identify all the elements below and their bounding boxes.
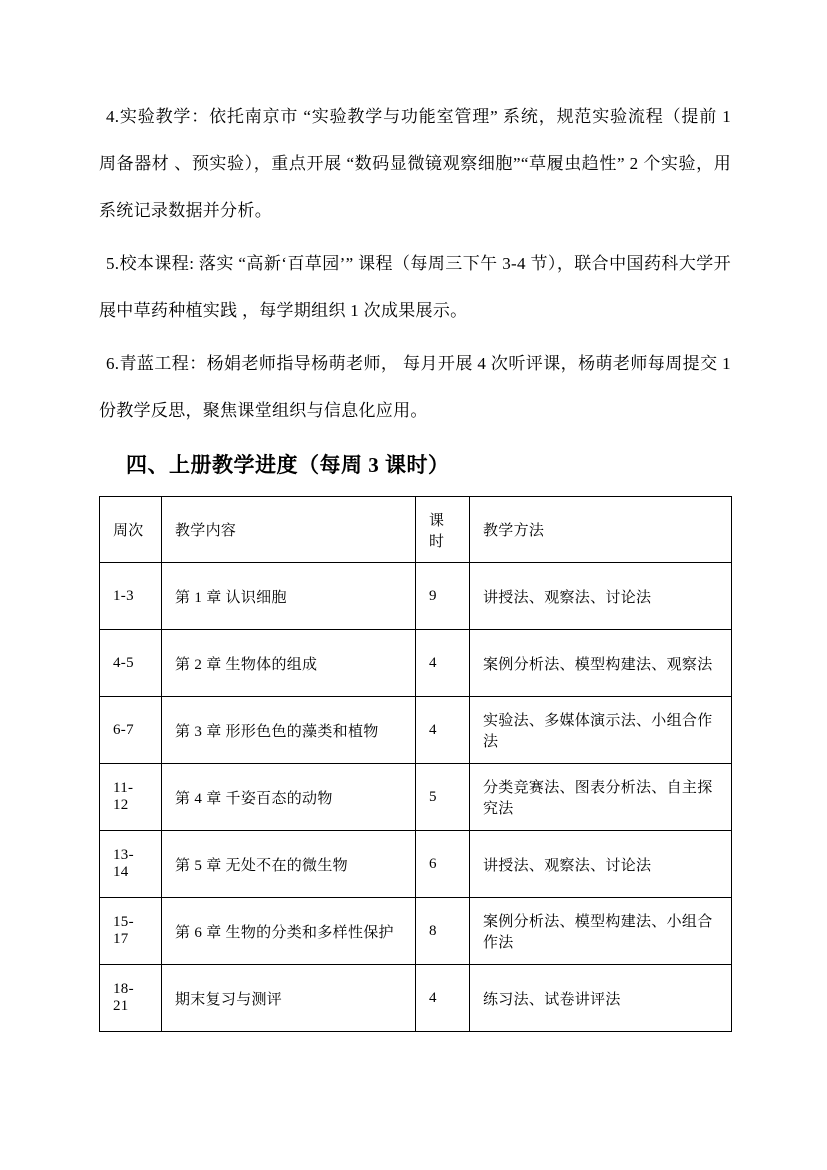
cell-weeks: 13-14 [100, 831, 162, 898]
cell-content: 第 4 章 千姿百态的动物 [162, 764, 416, 831]
cell-weeks: 1-3 [100, 563, 162, 630]
paragraph-school-course: 5.校本课程: 落实 “高新‘百草园’” 课程（每周三下午 3-4 节），联合中国药科大学开展中草药种植实践 ，每学期组织 1 次成果展示。 [99, 254, 731, 320]
cell-content: 期末复习与测评 [162, 965, 416, 1032]
cell-content: 第 2 章 生物体的组成 [162, 630, 416, 697]
cell-hours: 5 [416, 764, 470, 831]
cell-content: 第 6 章 生物的分类和多样性保护 [162, 898, 416, 965]
cell-hours: 4 [416, 697, 470, 764]
document-content [99, 93, 731, 1032]
cell-weeks: 6-7 [100, 697, 162, 764]
table-row [100, 764, 732, 831]
table-row [100, 965, 732, 1032]
cell-methods: 练习法、试卷讲评法 [470, 965, 732, 1032]
cell-hours: 4 [416, 630, 470, 697]
col-header-weeks: 周次 [100, 497, 162, 563]
cell-content: 第 1 章 认识细胞 [162, 563, 416, 630]
cell-weeks: 4-5 [100, 630, 162, 697]
cell-methods: 案例分析法、模型构建法、小组合作法 [470, 898, 732, 965]
cell-hours: 8 [416, 898, 470, 965]
cell-methods: 案例分析法、模型构建法、观察法 [470, 630, 732, 697]
cell-methods: 讲授法、观察法、讨论法 [470, 831, 732, 898]
cell-content: 第 3 章 形形色色的藻类和植物 [162, 697, 416, 764]
cell-hours: 6 [416, 831, 470, 898]
col-header-methods: 教学方法 [470, 497, 732, 563]
cell-methods: 分类竞赛法、图表分析法、自主探究法 [470, 764, 732, 831]
paragraph-mentoring-program: 6.青蓝工程：杨娟老师指导杨萌老师， 每月开展 4 次听评课，杨萌老师每周提交 1 份教学反思，聚焦课堂组织与信息化应用。 [99, 354, 731, 420]
table-row [100, 898, 732, 965]
section-heading-teaching-schedule: 四、上册教学进度（每周 3 课时） [126, 453, 450, 477]
teaching-schedule-table [99, 496, 732, 1032]
paragraph-experiment-teaching: 4.实验教学：依托南京市 “实验教学与功能室管理” 系统，规范实验流程（提前 1 周备器材 、预实验），重点开展 “数码显微镜观察细胞”“草履虫趋性” 2 个实验，用系统记录数据并分析。 [99, 107, 731, 220]
table-header-row [100, 497, 732, 563]
cell-methods: 讲授法、观察法、讨论法 [470, 563, 732, 630]
cell-weeks: 15-17 [100, 898, 162, 965]
table-row [100, 563, 732, 630]
cell-hours: 4 [416, 965, 470, 1032]
table-row [100, 630, 732, 697]
col-header-hours: 课时 [416, 497, 470, 563]
cell-methods: 实验法、多媒体演示法、小组合作法 [470, 697, 732, 764]
cell-weeks: 18-21 [100, 965, 162, 1032]
cell-weeks: 11-12 [100, 764, 162, 831]
table-row [100, 697, 732, 764]
cell-content: 第 5 章 无处不在的微生物 [162, 831, 416, 898]
col-header-content: 教学内容 [162, 497, 416, 563]
cell-hours: 9 [416, 563, 470, 630]
table-row [100, 831, 732, 898]
